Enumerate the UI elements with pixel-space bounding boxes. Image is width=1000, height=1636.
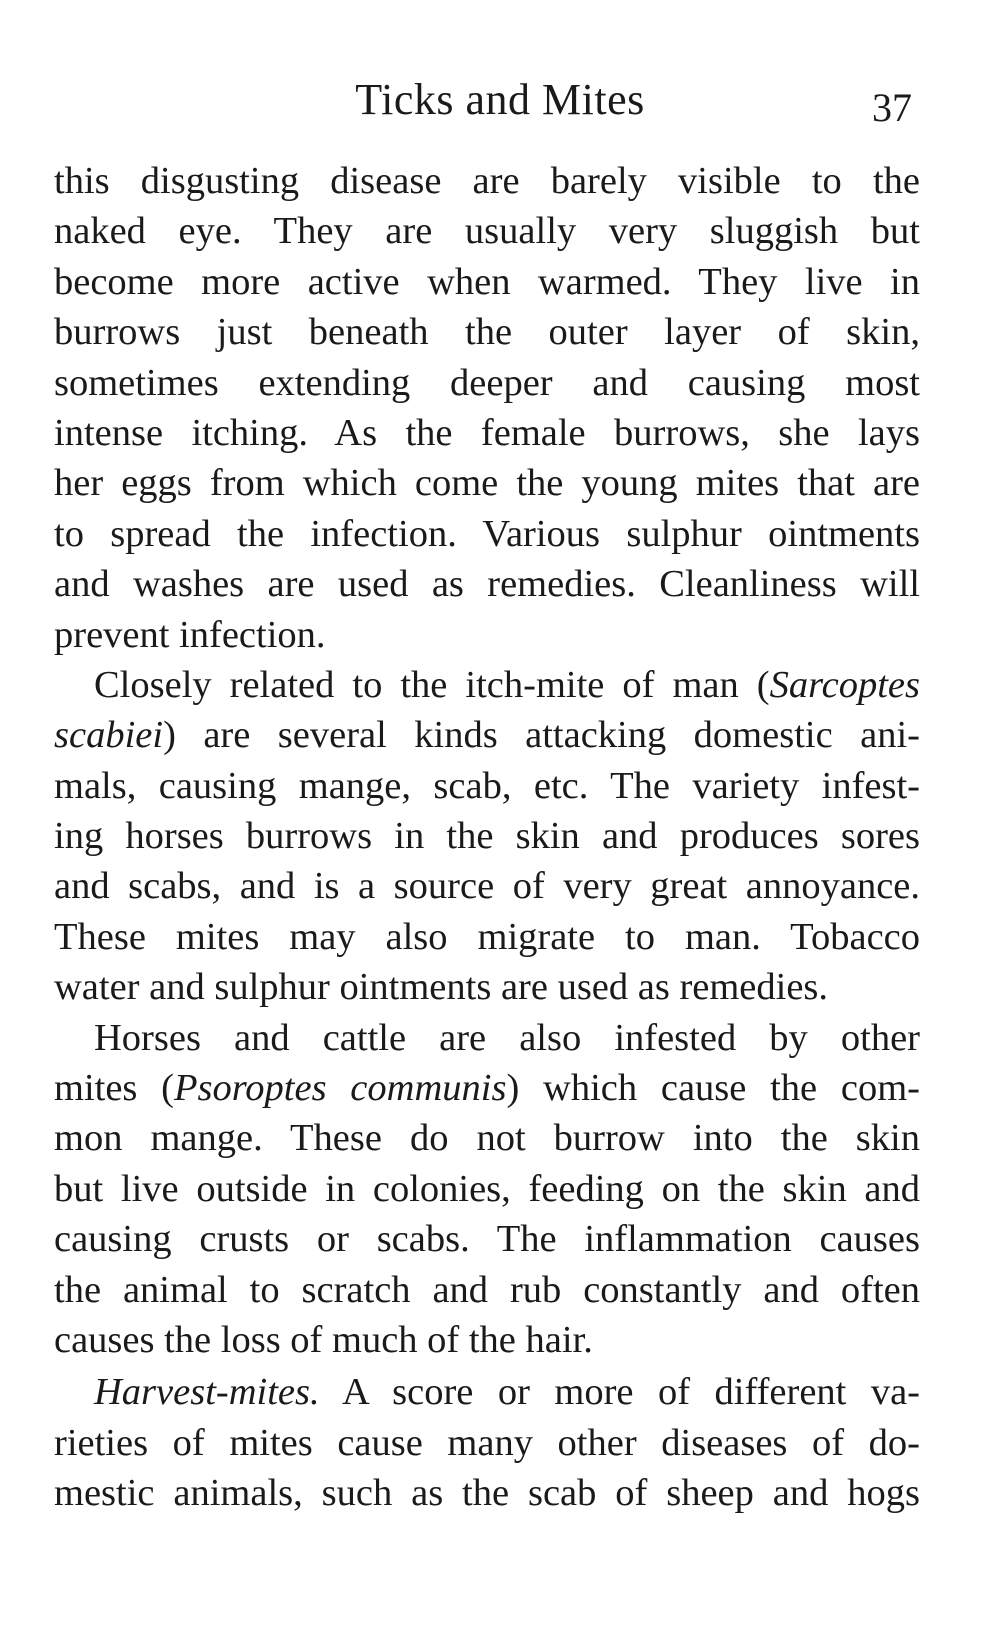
text-run: A score or more of different va-: [319, 1371, 920, 1414]
text-line: [54, 1063, 920, 1113]
text-line: the animal to scratch and rub constantly and often: [54, 1268, 920, 1311]
text-run: ) which cause the com-: [506, 1067, 920, 1110]
species-name: Psoroptes communis: [173, 1067, 507, 1110]
paragraph-4: [54, 1367, 920, 1518]
body-text: [54, 156, 920, 1519]
text-line: and scabs, and is a source of very great annoyance.: [54, 865, 920, 908]
species-name: scabiei: [54, 714, 164, 757]
page-number: 37: [872, 85, 912, 130]
text-line: her eggs from which come the young mites that are: [54, 462, 920, 505]
running-title: Ticks and Mites: [355, 75, 645, 124]
text-line: but live outside in colonies, feeding on the skin and: [54, 1167, 920, 1210]
text-line: sometimes extending deeper and causing most: [54, 361, 920, 404]
text-line: mals, causing mange, scab, etc. The variety infest-: [54, 764, 920, 807]
text-line: intense itching. As the female burrows, she lays: [54, 411, 920, 454]
text-line: naked eye. They are usually very sluggish but: [54, 210, 920, 253]
section-run-in-heading: Harvest-mites.: [94, 1371, 320, 1414]
text-line: prevent infection.: [54, 613, 326, 656]
text-line: causes the loss of much of the hair.: [54, 1318, 593, 1361]
text-line: to spread the infection. Various sulphur ointments: [54, 512, 920, 555]
text-line: rieties of mites cause many other diseases of do-: [54, 1421, 920, 1464]
text-line: [54, 1367, 920, 1417]
text-line: Horses and cattle are also infested by other: [94, 1016, 920, 1059]
text-run: mites (: [54, 1067, 174, 1110]
text-run: ) are several kinds attacking domestic ani-: [163, 714, 920, 757]
text-line: These mites may also migrate to man. Tobacco: [54, 915, 920, 958]
paragraph-1: [54, 156, 920, 660]
text-line: burrows just beneath the outer layer of skin,: [54, 311, 920, 354]
text-line: causing crusts or scabs. The inflammation causes: [54, 1218, 920, 1261]
running-head: [0, 74, 1000, 128]
text-run: Closely related to the itch-mite of man (: [94, 663, 770, 706]
text-line: [54, 660, 920, 710]
text-line: mon mange. These do not burrow into the skin: [54, 1117, 920, 1160]
text-line: water and sulphur ointments are used as remedies.: [54, 966, 829, 1009]
text-line: mestic animals, such as the scab of sheep and hogs: [54, 1472, 920, 1515]
text-line: [54, 710, 920, 760]
paragraph-3: [54, 1013, 920, 1366]
species-name: Sarcoptes: [769, 663, 920, 706]
text-line: this disgusting disease are barely visible to the: [54, 160, 920, 202]
text-line: become more active when warmed. They live in: [54, 260, 920, 303]
paragraph-2: [54, 660, 920, 1013]
text-line: and washes are used as remedies. Cleanliness will: [54, 563, 920, 606]
text-line: ing horses burrows in the skin and produces sores: [54, 815, 920, 858]
